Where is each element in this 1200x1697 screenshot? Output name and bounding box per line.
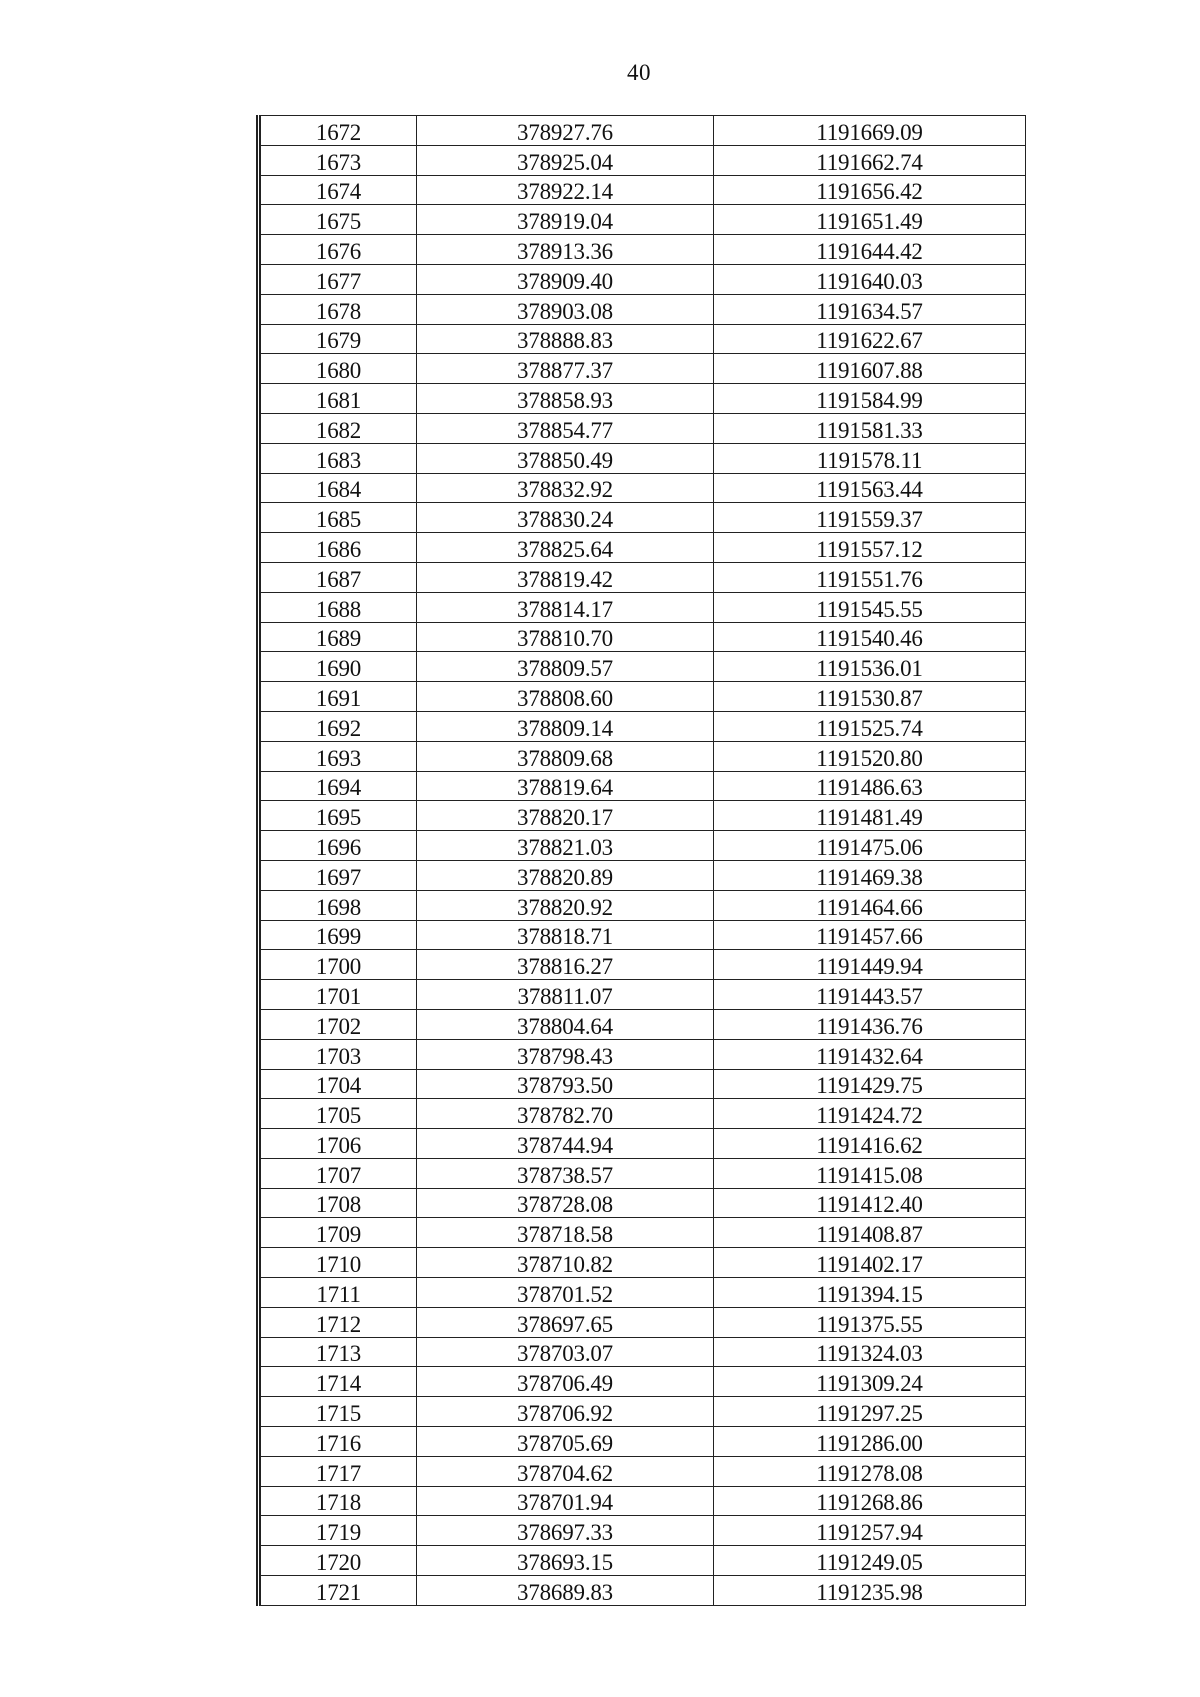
x-coordinate-cell: 378809.68 — [417, 741, 714, 771]
table-row — [259, 1546, 1026, 1576]
table-row — [259, 1456, 1026, 1486]
point-number-cell: 1704 — [259, 1069, 417, 1099]
y-coordinate-cell: 1191540.46 — [714, 622, 1026, 652]
x-coordinate-cell: 378814.17 — [417, 592, 714, 622]
y-coordinate-cell: 1191634.57 — [714, 294, 1026, 324]
point-number-cell: 1717 — [259, 1456, 417, 1486]
table-row — [259, 354, 1026, 384]
x-coordinate-cell: 378830.24 — [417, 503, 714, 533]
y-coordinate-cell: 1191249.05 — [714, 1546, 1026, 1576]
x-coordinate-cell: 378710.82 — [417, 1248, 714, 1278]
x-coordinate-cell: 378922.14 — [417, 175, 714, 205]
y-coordinate-cell: 1191416.62 — [714, 1129, 1026, 1159]
table-row — [259, 741, 1026, 771]
table-row — [259, 1129, 1026, 1159]
x-coordinate-cell: 378909.40 — [417, 264, 714, 294]
point-number-cell: 1697 — [259, 860, 417, 890]
y-coordinate-cell: 1191449.94 — [714, 950, 1026, 980]
y-coordinate-cell: 1191469.38 — [714, 860, 1026, 890]
point-number-cell: 1682 — [259, 413, 417, 443]
point-number-cell: 1672 — [259, 116, 417, 146]
y-coordinate-cell: 1191530.87 — [714, 682, 1026, 712]
y-coordinate-cell: 1191324.03 — [714, 1337, 1026, 1367]
y-coordinate-cell: 1191584.99 — [714, 384, 1026, 414]
y-coordinate-cell: 1191297.25 — [714, 1397, 1026, 1427]
point-number-cell: 1673 — [259, 145, 417, 175]
y-coordinate-cell: 1191536.01 — [714, 652, 1026, 682]
table-row — [259, 1009, 1026, 1039]
x-coordinate-cell: 378782.70 — [417, 1099, 714, 1129]
point-number-cell: 1675 — [259, 205, 417, 235]
table-row — [259, 1188, 1026, 1218]
x-coordinate-cell: 378809.57 — [417, 652, 714, 682]
table-row — [259, 771, 1026, 801]
table-row — [259, 1278, 1026, 1308]
point-number-cell: 1700 — [259, 950, 417, 980]
point-number-cell: 1687 — [259, 562, 417, 592]
table-row — [259, 1248, 1026, 1278]
point-number-cell: 1705 — [259, 1099, 417, 1129]
x-coordinate-cell: 378919.04 — [417, 205, 714, 235]
x-coordinate-cell: 378808.60 — [417, 682, 714, 712]
y-coordinate-cell: 1191408.87 — [714, 1218, 1026, 1248]
point-number-cell: 1708 — [259, 1188, 417, 1218]
table-body — [259, 116, 1026, 1606]
point-number-cell: 1709 — [259, 1218, 417, 1248]
y-coordinate-cell: 1191257.94 — [714, 1516, 1026, 1546]
y-coordinate-cell: 1191669.09 — [714, 116, 1026, 146]
point-number-cell: 1703 — [259, 1039, 417, 1069]
table-row — [259, 1576, 1026, 1606]
y-coordinate-cell: 1191475.06 — [714, 831, 1026, 861]
x-coordinate-cell: 378798.43 — [417, 1039, 714, 1069]
table-row — [259, 294, 1026, 324]
point-number-cell: 1701 — [259, 980, 417, 1010]
x-coordinate-cell: 378693.15 — [417, 1546, 714, 1576]
table-row — [259, 1158, 1026, 1188]
y-coordinate-cell: 1191375.55 — [714, 1307, 1026, 1337]
point-number-cell: 1683 — [259, 443, 417, 473]
table-row — [259, 1099, 1026, 1129]
table-row — [259, 443, 1026, 473]
table-row — [259, 801, 1026, 831]
point-number-cell: 1678 — [259, 294, 417, 324]
y-coordinate-cell: 1191557.12 — [714, 533, 1026, 563]
x-coordinate-cell: 378913.36 — [417, 235, 714, 265]
y-coordinate-cell: 1191443.57 — [714, 980, 1026, 1010]
y-coordinate-cell: 1191520.80 — [714, 741, 1026, 771]
table-row — [259, 235, 1026, 265]
table-row — [259, 473, 1026, 503]
x-coordinate-cell: 378689.83 — [417, 1576, 714, 1606]
point-number-cell: 1702 — [259, 1009, 417, 1039]
x-coordinate-cell: 378816.27 — [417, 950, 714, 980]
x-coordinate-cell: 378697.65 — [417, 1307, 714, 1337]
x-coordinate-cell: 378819.64 — [417, 771, 714, 801]
y-coordinate-cell: 1191551.76 — [714, 562, 1026, 592]
y-coordinate-cell: 1191394.15 — [714, 1278, 1026, 1308]
x-coordinate-cell: 378858.93 — [417, 384, 714, 414]
x-coordinate-cell: 378809.14 — [417, 711, 714, 741]
point-number-cell: 1679 — [259, 324, 417, 354]
x-coordinate-cell: 378810.70 — [417, 622, 714, 652]
point-number-cell: 1719 — [259, 1516, 417, 1546]
x-coordinate-cell: 378793.50 — [417, 1069, 714, 1099]
table-row — [259, 1039, 1026, 1069]
table-row — [259, 1337, 1026, 1367]
x-coordinate-cell: 378820.17 — [417, 801, 714, 831]
point-number-cell: 1695 — [259, 801, 417, 831]
x-coordinate-cell: 378903.08 — [417, 294, 714, 324]
point-number-cell: 1720 — [259, 1546, 417, 1576]
y-coordinate-cell: 1191545.55 — [714, 592, 1026, 622]
x-coordinate-cell: 378701.94 — [417, 1486, 714, 1516]
y-coordinate-cell: 1191581.33 — [714, 413, 1026, 443]
x-coordinate-cell: 378888.83 — [417, 324, 714, 354]
table-row — [259, 1516, 1026, 1546]
point-number-cell: 1715 — [259, 1397, 417, 1427]
table-row — [259, 652, 1026, 682]
table-row — [259, 950, 1026, 980]
point-number-cell: 1694 — [259, 771, 417, 801]
table-row — [259, 831, 1026, 861]
x-coordinate-cell: 378818.71 — [417, 920, 714, 950]
x-coordinate-cell: 378703.07 — [417, 1337, 714, 1367]
y-coordinate-cell: 1191235.98 — [816, 1579, 923, 1605]
table-row — [259, 533, 1026, 563]
x-coordinate-cell: 378738.57 — [417, 1158, 714, 1188]
y-coordinate-cell: 1191563.44 — [714, 473, 1026, 503]
y-coordinate-cell: 1191578.11 — [714, 443, 1026, 473]
table-row — [259, 1307, 1026, 1337]
table-row — [259, 324, 1026, 354]
point-number-cell: 1686 — [259, 533, 417, 563]
y-coordinate-cell: 1191481.49 — [714, 801, 1026, 831]
x-coordinate-cell: 378820.89 — [417, 860, 714, 890]
point-number-cell: 1712 — [259, 1307, 417, 1337]
y-coordinate-cell: 1191640.03 — [714, 264, 1026, 294]
table-row — [259, 920, 1026, 950]
point-number-cell: 1696 — [259, 831, 417, 861]
point-number-cell: 1674 — [259, 175, 417, 205]
point-number-cell: 1707 — [259, 1158, 417, 1188]
y-coordinate-cell: 1191651.49 — [714, 205, 1026, 235]
table-row — [259, 264, 1026, 294]
table-row — [259, 384, 1026, 414]
x-coordinate-cell: 378927.76 — [417, 116, 714, 146]
table-row — [259, 711, 1026, 741]
table-row — [259, 116, 1026, 146]
x-coordinate-cell: 378728.08 — [417, 1188, 714, 1218]
table-row — [259, 1486, 1026, 1516]
table-row — [259, 145, 1026, 175]
x-coordinate-cell: 378811.07 — [417, 980, 714, 1010]
x-coordinate-cell: 378820.92 — [417, 890, 714, 920]
x-coordinate-cell: 378850.49 — [417, 443, 714, 473]
table-row — [259, 1427, 1026, 1457]
point-number-cell: 1692 — [259, 711, 417, 741]
y-coordinate-cell: 1191432.64 — [714, 1039, 1026, 1069]
table-row — [259, 205, 1026, 235]
x-coordinate-cell: 378718.58 — [417, 1218, 714, 1248]
table-row — [259, 1367, 1026, 1397]
point-number-cell: 1699 — [259, 920, 417, 950]
y-coordinate-cell: 1191457.66 — [714, 920, 1026, 950]
table-row — [259, 682, 1026, 712]
point-number-cell: 1677 — [259, 264, 417, 294]
x-coordinate-cell: 378705.69 — [417, 1427, 714, 1457]
x-coordinate-cell: 378821.03 — [417, 831, 714, 861]
point-number-cell: 1698 — [259, 890, 417, 920]
y-coordinate-cell: 1191436.76 — [714, 1009, 1026, 1039]
point-number-cell: 1706 — [259, 1129, 417, 1159]
x-coordinate-cell: 378697.33 — [417, 1516, 714, 1546]
x-coordinate-cell: 378744.94 — [417, 1129, 714, 1159]
x-coordinate-cell: 378832.92 — [417, 473, 714, 503]
point-number-cell: 1716 — [259, 1427, 417, 1457]
point-number-cell: 1690 — [259, 652, 417, 682]
y-coordinate-cell: 1191412.40 — [714, 1188, 1026, 1218]
point-number-cell: 1693 — [259, 741, 417, 771]
y-coordinate-cell: 1191464.66 — [714, 890, 1026, 920]
y-coordinate-cell: 1191278.08 — [714, 1456, 1026, 1486]
coordinates-table — [256, 115, 1026, 1606]
y-coordinate-cell: 1191607.88 — [714, 354, 1026, 384]
point-number-cell: 1710 — [259, 1248, 417, 1278]
point-number-cell: 1691 — [259, 682, 417, 712]
x-coordinate-cell: 378877.37 — [417, 354, 714, 384]
y-coordinate-cell: 1191286.00 — [714, 1427, 1026, 1457]
table-row — [259, 503, 1026, 533]
x-coordinate-cell: 378819.42 — [417, 562, 714, 592]
point-number-cell: 1681 — [259, 384, 417, 414]
x-coordinate-cell: 378706.49 — [417, 1367, 714, 1397]
y-coordinate-cell: 1191656.42 — [714, 175, 1026, 205]
table-row — [259, 1069, 1026, 1099]
y-coordinate-cell: 1191525.74 — [714, 711, 1026, 741]
table-row — [259, 1218, 1026, 1248]
table-row — [259, 175, 1026, 205]
y-coordinate-cell: 1191644.42 — [714, 235, 1026, 265]
point-number-cell: 1714 — [259, 1367, 417, 1397]
point-number-cell: 1689 — [259, 622, 417, 652]
y-coordinate-cell: 1191429.75 — [714, 1069, 1026, 1099]
x-coordinate-cell: 378706.92 — [417, 1397, 714, 1427]
point-number-cell: 1718 — [259, 1486, 417, 1516]
x-coordinate-cell: 378854.77 — [417, 413, 714, 443]
table-row — [259, 1397, 1026, 1427]
x-coordinate-cell: 378704.62 — [417, 1456, 714, 1486]
y-coordinate-cell: 1191309.24 — [714, 1367, 1026, 1397]
y-coordinate-cell: 1191622.67 — [714, 324, 1026, 354]
point-number-cell: 1713 — [259, 1337, 417, 1367]
point-number-cell: 1685 — [259, 503, 417, 533]
point-number-cell: 1684 — [259, 473, 417, 503]
table-row — [259, 592, 1026, 622]
x-coordinate-cell: 378925.04 — [417, 145, 714, 175]
point-number-cell: 1680 — [259, 354, 417, 384]
y-coordinate-cell: 1191486.63 — [714, 771, 1026, 801]
y-coordinate-cell: 1191424.72 — [714, 1099, 1026, 1129]
point-number-cell: 1688 — [259, 592, 417, 622]
x-coordinate-cell: 378804.64 — [417, 1009, 714, 1039]
x-coordinate-cell: 378701.52 — [417, 1278, 714, 1308]
x-coordinate-cell: 378825.64 — [417, 533, 714, 563]
y-coordinate-cell: 1191662.74 — [714, 145, 1026, 175]
point-number-cell: 1711 — [259, 1278, 417, 1308]
y-coordinate-cell: 1191415.08 — [714, 1158, 1026, 1188]
y-coordinate-cell: 1191268.86 — [714, 1486, 1026, 1516]
y-coordinate-cell: 1191402.17 — [714, 1248, 1026, 1278]
table-row — [259, 562, 1026, 592]
point-number-cell: 1676 — [259, 235, 417, 265]
table-row — [259, 890, 1026, 920]
table-row — [259, 413, 1026, 443]
y-coordinate-cell: 1191559.37 — [714, 503, 1026, 533]
table-row — [259, 622, 1026, 652]
point-number-cell: 1721 — [259, 1576, 417, 1606]
table-row — [259, 980, 1026, 1010]
table-row — [259, 860, 1026, 890]
page-number: 40 — [627, 60, 651, 85]
